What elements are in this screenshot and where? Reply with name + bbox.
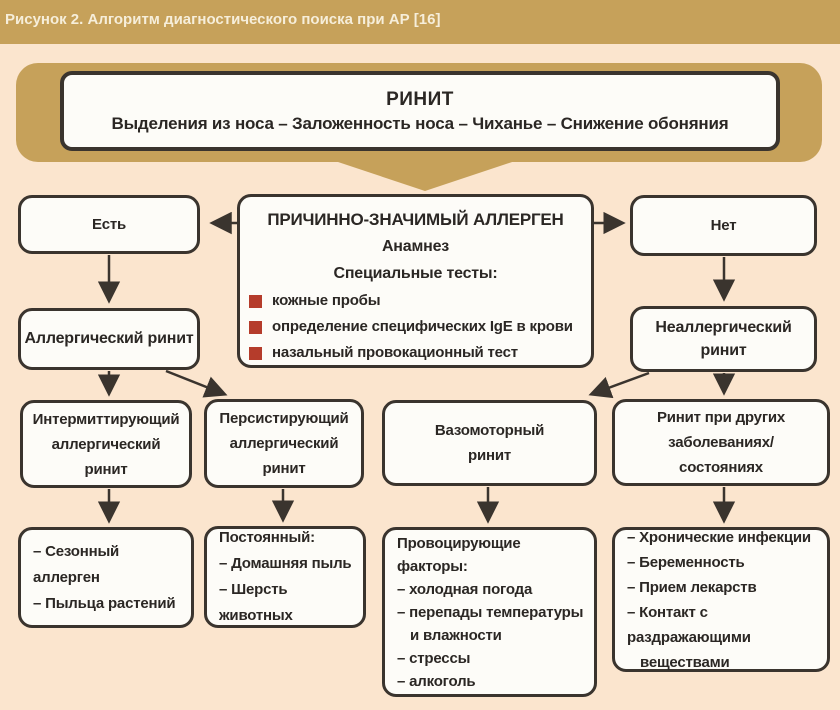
- bullet-text: кожные пробы: [272, 292, 381, 309]
- list-item: [249, 314, 573, 340]
- node-label: Нет: [710, 216, 737, 234]
- node-line: Вазомоторный: [434, 422, 545, 439]
- node-line: ринит: [84, 460, 128, 478]
- list-item: [249, 288, 380, 314]
- node-line: – Шерсть животных: [219, 581, 293, 624]
- node-line: Ринит при других: [656, 409, 786, 426]
- node-other-causes: [612, 527, 830, 672]
- red-square-bullet-icon: [249, 321, 262, 334]
- node-vasomotor-rhinitis: [382, 400, 597, 486]
- node-permanent-allergen: [204, 526, 366, 628]
- node-line: Персистирующий: [219, 410, 349, 427]
- bullet-text: определение специфических IgE в крови: [272, 318, 573, 335]
- figure-caption: Рисунок 2. Алгоритм диагностического поиска при АР [16]: [5, 11, 441, 28]
- node-intermittent-allergic-rhinitis: [20, 400, 192, 488]
- node-line: – холодная погода: [397, 580, 533, 598]
- node-seasonal-allergen: [18, 527, 194, 628]
- node-line: – перепады температуры: [397, 603, 584, 621]
- node-line: – Хронические инфекции: [627, 528, 811, 546]
- node-line: – алкоголь: [397, 672, 476, 690]
- node-line: и влажности: [410, 626, 502, 644]
- node-line: Неаллергический: [655, 319, 792, 336]
- arrow-allergic-to-persistent: [166, 371, 224, 394]
- list-item: [249, 340, 518, 366]
- node-line: веществами: [640, 653, 730, 671]
- node-line: – стрессы: [397, 649, 471, 667]
- node-line: состояниях: [679, 459, 763, 476]
- node-line: – Прием лекарств: [627, 578, 757, 596]
- node-line: ринит: [467, 447, 511, 464]
- arrow-nonallergic-to-vasomotor: [592, 373, 649, 394]
- node-line: Постоянный:: [219, 529, 315, 546]
- node-line: аллергический: [51, 435, 161, 453]
- red-square-bullet-icon: [249, 347, 262, 360]
- causal-title: ПРИЧИННО-ЗНАЧИМЫЙ АЛЛЕРГЕН: [267, 210, 564, 229]
- causal-anamnesis: Анамнез: [381, 238, 450, 255]
- node-provoking-factors: [382, 527, 597, 697]
- node-no: [630, 195, 817, 256]
- node-allergic-rhinitis: [18, 308, 200, 370]
- causal-tests-label: Специальные тесты:: [333, 265, 498, 282]
- node-line: – Сезонный аллерген: [33, 542, 120, 586]
- rhinitis-symptoms: Выделения из носа – Заложенность носа – Чиханье – Снижение обоняния: [111, 113, 729, 133]
- red-square-bullet-icon: [249, 295, 262, 308]
- node-line: аллергический: [229, 435, 339, 452]
- rhinitis-banner: [16, 63, 822, 162]
- node-line: ринит: [262, 460, 306, 477]
- node-line: – Беременность: [627, 553, 745, 571]
- node-persistent-allergic-rhinitis: [204, 399, 364, 488]
- node-line: Провоцирующие факторы:: [397, 534, 521, 575]
- rhinitis-title: РИНИТ: [386, 88, 454, 110]
- bullet-text: назальный провокационный тест: [272, 344, 518, 361]
- node-line: Интермиттирующий: [32, 410, 180, 428]
- rhinitis-box: [60, 71, 780, 151]
- node-yes: [18, 195, 200, 254]
- node-line: заболеваниях/: [668, 434, 774, 451]
- node-label: Есть: [91, 215, 127, 233]
- node-label: Аллергический ринит: [24, 330, 194, 347]
- node-nonallergic-rhinitis: [630, 306, 817, 372]
- node-line: – Пыльца растений: [33, 594, 176, 612]
- node-line: – Домашняя пыль: [219, 555, 352, 572]
- node-line: – Контакт с раздражающими: [627, 603, 751, 646]
- node-causal-allergen: [237, 194, 594, 368]
- causal-tests-list: [240, 287, 591, 366]
- node-line: ринит: [700, 342, 747, 359]
- node-rhinitis-other-diseases: [612, 399, 830, 486]
